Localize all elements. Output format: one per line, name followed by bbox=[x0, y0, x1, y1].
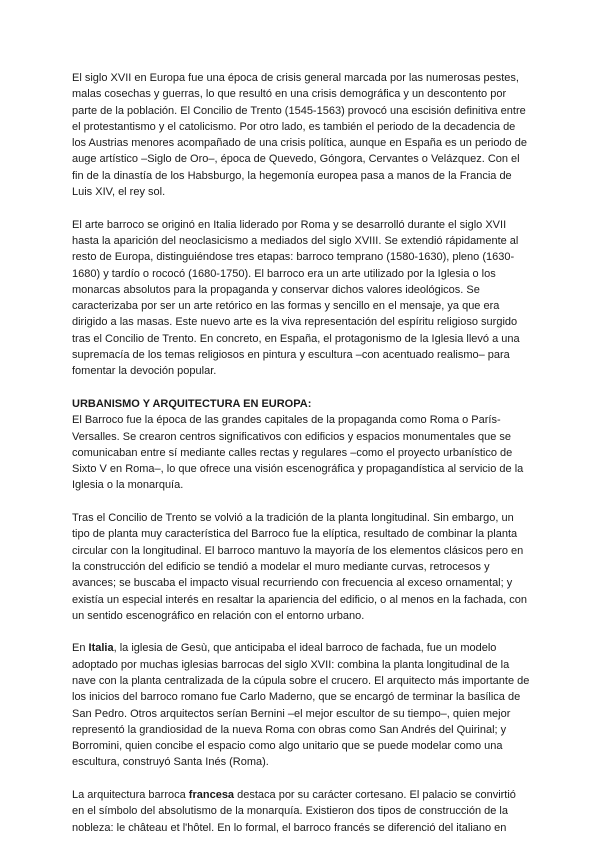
italia-after-text: , la iglesia de Gesù, que anticipaba el ideal barroco de fachada, fue un modelo adoptado por muchas iglesias barrocas del siglo XVII: combina la planta longitudinal de la nave con la planta centralizada de la cúpula sobre el crucero. El arquitecto más importante de los inicios del barroco romano fue Carlo Maderno, que se encargó de terminar la basílica de San Pedro. Otros arquitectos serían Bernini –el mejor escultor de su tiempo–, quien mejor representó la grandiosidad de la nueva Roma con obras como San Andrés del Quirinal; y Borromini, quien concibe el espacio como algo unitario que se puede modelar como una escultura, construyó Santa Inés (Roma). bbox=[72, 642, 530, 769]
document-page bbox=[72, 70, 530, 852]
paragraph-italia bbox=[72, 640, 530, 770]
francia-before-text: La arquitectura barroca bbox=[72, 789, 189, 802]
paragraph-intro-crisis: El siglo XVII en Europa fue una época de crisis general marcada por las numerosas pestes, malas cosechas y guerras, lo que resultó en una crisis demográfica y un descontento por parte de la población. El Concilio de Trento (1545-1563) provocó una escisión definitiva entre el protestantismo y el catolicismo. Por otro lado, es también el periodo de la decadencia de los Austrias menores acompañado de una crisis política, aunque en España es un periodo de auge artístico –Siglo de Oro–, época de Quevedo, Góngora, Cervantes o Velázquez. Con el fin de la dinastía de los Habsburgo, la hegemonía europea pasa a manos de la Francia de Luis XIV, el rey sol. bbox=[72, 72, 527, 199]
francia-after-text: destaca por su carácter cortesano. El palacio se convirtió en el símbolo del absolutismo de la monarquía. Existieron dos tipos de construcción de la nobleza: le château et l'hôtel. En lo formal, el barroco francés se diferenció del italiano en bbox=[72, 789, 516, 834]
francia-bold-text: francesa bbox=[188, 789, 235, 802]
paragraph-francia bbox=[72, 787, 530, 836]
paragraph-urbanismo: El Barroco fue la época de las grandes capitales de la propaganda como Roma o París-Versalles. Se crearon centros significativos con edificios y espacios monumentales que se comunicaban entre sí mediante calles rectas y regulares –como el proyecto urbanístico de Sixto V en Roma–, lo que ofrece una visión escenográfica y propagandística al servicio de la Iglesia o la monarquía. bbox=[72, 414, 524, 492]
paragraph-planta: Tras el Concilio de Trento se volvió a la tradición de la planta longitudinal. Sin embargo, un tipo de planta muy característica del Barroco fue la elíptica, resultado de combinar la planta circular con la longitudinal. El barroco mantuvo la mayoría de los elementos clásicos pero en la construcción del edificio se tendió a modelar el muro mediante curvas, retrocesos y avances; se buscaba el impacto visual recurriendo con frecuencia al exceso ornamental; y existía un especial interés en resaltar la apariencia del edificio, o al menos en la fachada, con un sentido escenográfico en relación con el entorno urbano. bbox=[72, 512, 527, 622]
paragraph-arte-barroco: El arte barroco se originó en Italia liderado por Roma y se desarrolló durante el siglo XVII hasta la aparición del neoclasicismo a mediados del siglo XVIII. Se extendió rápidamente al resto de Europa, distinguiéndose tres etapas: barroco temprano (1580-1630), pleno (1630-1680) y tardío o rococó (1680-1750). El barroco era un arte utilizado por la Iglesia o los monarcas absolutos para la propaganda y conservar dichos valores ideológicos. Se caracterizaba por ser un arte retórico en las formas y sencillo en el mensaje, ya que era dirigido a las masas. Este nuevo arte es la viva representación del espíritu religioso surgido tras el Concilio de Trento. En concreto, en España, el protagonismo de la Iglesia llevó a una supremacía de los temas religiosos en pintura y escultura –con acentuado realismo– para fomentar la devoción popular. bbox=[72, 218, 520, 378]
italia-bold-text: Italia bbox=[88, 642, 114, 655]
section-heading: URBANISMO Y ARQUITECTURA EN EUROPA: bbox=[72, 397, 312, 410]
italia-before-text: En bbox=[72, 642, 89, 655]
